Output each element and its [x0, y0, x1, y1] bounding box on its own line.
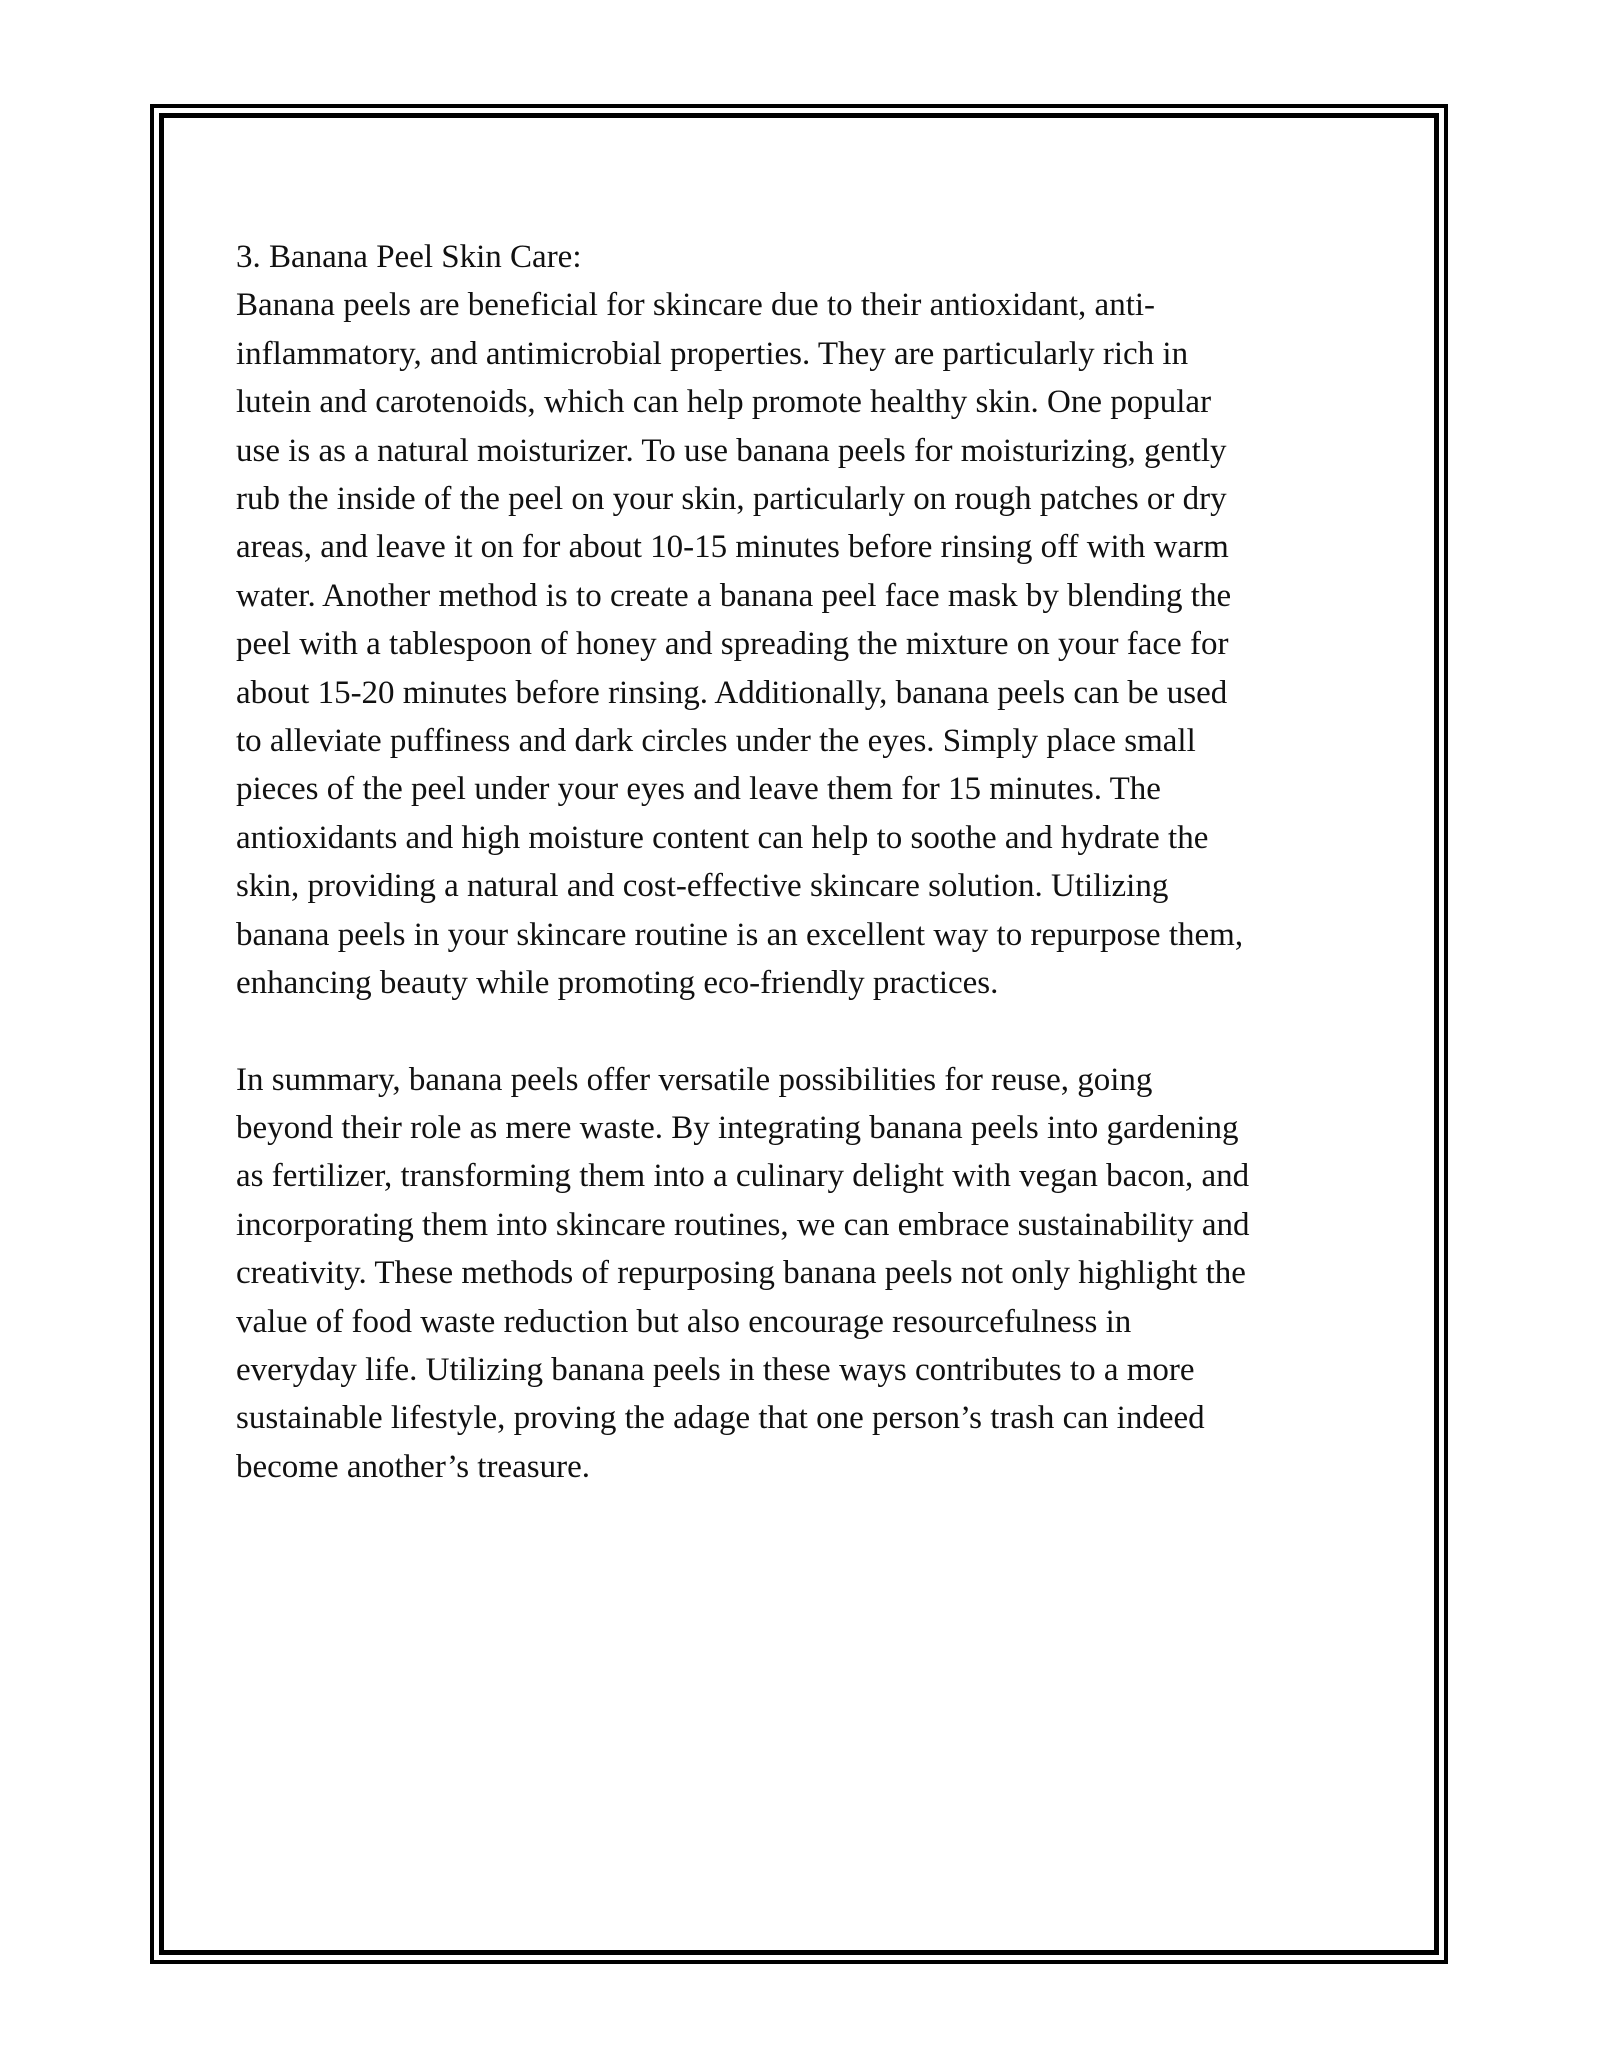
section-heading: 3. Banana Peel Skin Care:: [236, 239, 582, 275]
paragraph-summary: In summary, banana peels offer versatile possibilities for reuse, going beyond their role as mere waste. By integrating banana peels into gardening as fertilizer, transforming them into a culinary delight with vegan bacon, and incorporating them into skincare routines, we can embrace sustainability and creativity. These methods of repurposing banana peels not only highlight the value of food waste reduction but also encourage resourcefulness in everyday life. Utilizing banana peels in these ways contributes to a more sustainable lifestyle, proving the adage that one person’s trash can indeed become another’s treasure.: [236, 1061, 1250, 1485]
paragraph-skin-care: Banana peels are beneficial for skincare due to their antioxidant, anti- inflammatory, and antimicrobial properties. They are particularly rich in lutein and carotenoids, which can help promote healthy skin. One popular use is as a natural moisturizer. To use banana peels for moisturizing, gently rub the inside of the peel on your skin, particularly on rough patches or dry areas, and leave it on for about 10-15 minutes before rinsing off with warm water. Another method is to create a banana peel face mask by blending the peel with a tablespoon of honey and spreading the mixture on your face for about 15-20 minutes before rinsing. Additionally, banana peels can be used to alleviate puffiness and dark circles under the eyes. Simply place small pieces of the peel under your eyes and leave them for 15 minutes. The antioxidants and high moisture content can help to soothe and hydrate the skin, providing a natural and cost-effective skincare solution. Utilizing banana peels in your skincare routine is an excellent way to repurpose them, enhancing beauty while promoting eco-friendly practices.: [236, 287, 1244, 1002]
document-body: [236, 233, 1376, 1491]
paragraph-spacer: [236, 1008, 1376, 1056]
